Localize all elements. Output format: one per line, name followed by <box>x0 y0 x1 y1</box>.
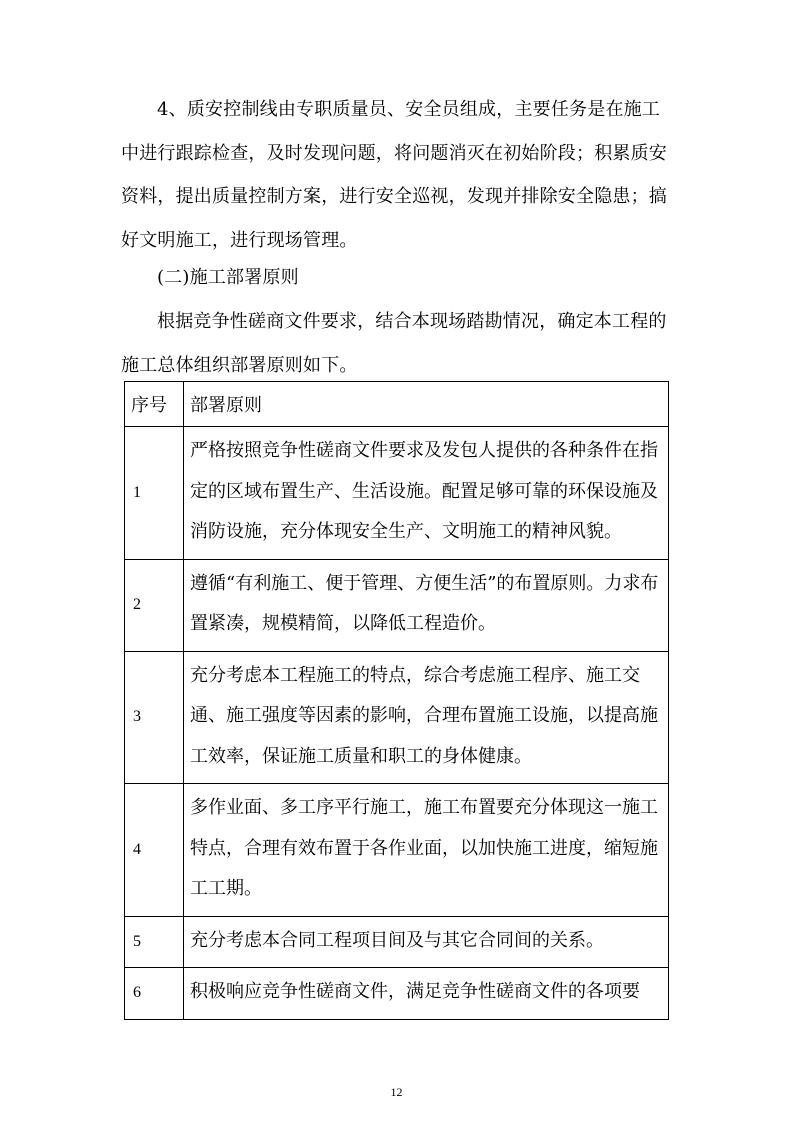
page-number: 12 <box>390 1085 403 1099</box>
row-text <box>184 427 669 560</box>
table-row <box>125 427 669 560</box>
body-paragraph-quality-safety: 4、质安控制线由专职质量员、安全员组成，主要任务是在施工中进行跟踪检查，及时发现问题，将问题消灭在初始阶段；积累质安资料，提出质量控制方案，进行安全巡视，发现并排除安全隐患；搞好文明施工，进行现场管理。 <box>121 99 667 251</box>
table-row <box>125 968 669 1020</box>
row-text <box>184 651 669 784</box>
header-number: 序号 <box>125 382 184 427</box>
row-text-content: 遵循“有利施工、便于管理、方便生活”的布置原则。力求布置紧凑，规模精简，以降低工程造价。 <box>190 572 659 634</box>
row-number: 5 <box>125 916 184 968</box>
table-header-row <box>125 382 669 427</box>
table-row <box>125 559 669 651</box>
row-text-content: 积极响应竞争性磋商文件，满足竞争性磋商文件的各项要 <box>190 981 640 1002</box>
table-row <box>125 784 669 917</box>
row-text-content: 严格按照竞争性磋商文件要求及发包人提供的各种条件在指定的区域布置生产、生活设施。配置足够可靠的环保设施及消防设施，充分体现安全生产、文明施工的精神风貌。 <box>190 440 658 542</box>
row-text-content: 充分考虑本合同工程项目间及与其它合同间的关系。 <box>190 929 604 951</box>
row-text <box>184 968 669 1020</box>
row-number: 6 <box>125 968 184 1020</box>
row-number: 4 <box>125 784 184 917</box>
body-paragraph-intro: 根据竞争性磋商文件要求，结合本现场踏勘情况，确定本工程的施工总体组织部署原则如下。 <box>121 311 667 376</box>
section-heading: (二)施工部署原则 <box>157 267 299 288</box>
table-row <box>125 651 669 784</box>
row-text-content: 多作业面、多工序平行施工，施工布置要充分体现这一施工特点，合理有效布置于各作业面，以加快施工进度，缩短施工工期。 <box>190 797 658 899</box>
row-text <box>184 559 669 651</box>
row-text <box>184 916 669 968</box>
table-row <box>125 916 669 968</box>
header-principle: 部署原则 <box>184 382 669 427</box>
row-number: 1 <box>125 427 184 560</box>
row-text-content: 充分考虑本工程施工的特点，综合考虑施工程序、施工交通、施工强度等因素的影响，合理布置施工设施，以提高施工效率，保证施工质量和职工的身体健康。 <box>190 664 658 767</box>
row-number: 3 <box>125 651 184 784</box>
row-number: 2 <box>125 559 184 651</box>
row-text <box>184 784 669 917</box>
deployment-principles-table <box>124 381 669 1020</box>
